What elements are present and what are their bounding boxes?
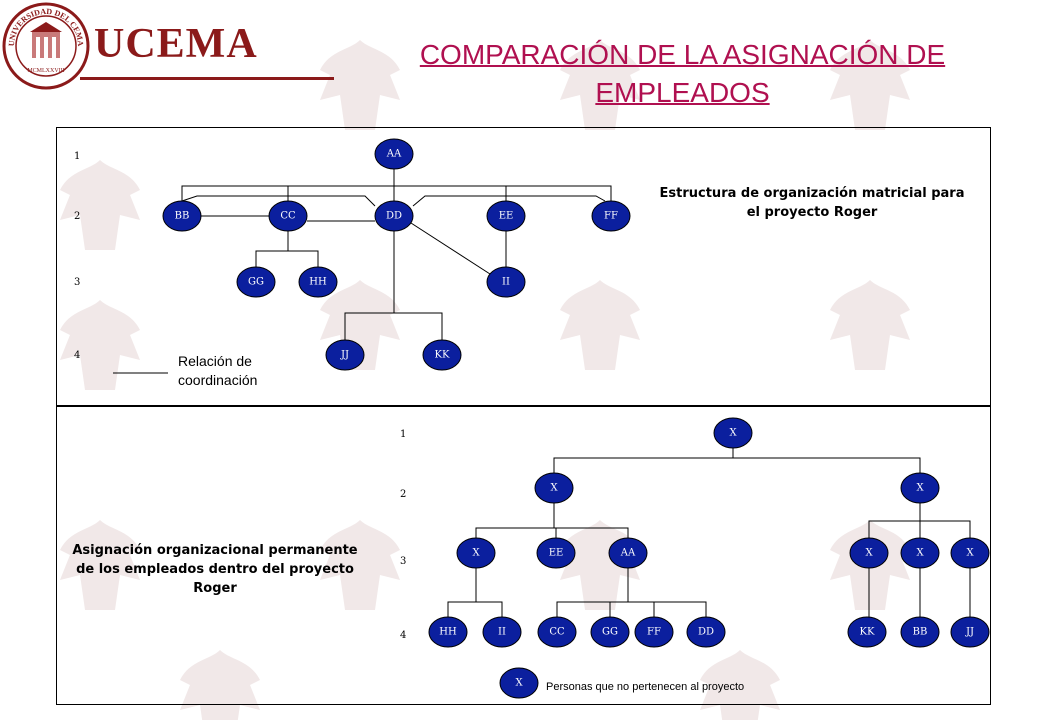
connector-line [476, 528, 628, 538]
bottom-node-2 [901, 473, 939, 503]
top-node-ee [487, 201, 525, 231]
bottom-level-label: 4 [400, 630, 407, 641]
node-label: EE [548, 547, 564, 559]
bottom-node-3 [457, 538, 495, 568]
bottom-node-6 [850, 538, 888, 568]
node-label: X [916, 547, 924, 559]
node-label: HH [439, 626, 457, 638]
node-label: JJ [965, 626, 975, 638]
node-label: X [472, 547, 480, 559]
bottom-node-17 [951, 617, 989, 647]
node-label: KK [434, 349, 450, 361]
connector-line [256, 251, 318, 267]
bottom-node-10 [483, 617, 521, 647]
top-node-dd [375, 201, 413, 231]
node-label: HH [309, 276, 327, 288]
node-label: BB [912, 626, 928, 638]
top-caption-line-1: Estructura de organización matricial para [659, 186, 965, 201]
top-node-hh [299, 267, 337, 297]
node-label: X [966, 547, 974, 559]
top-level-label: 3 [74, 277, 81, 288]
bottom-node-14 [687, 617, 725, 647]
node-label: X [515, 677, 523, 689]
node-label: GG [602, 626, 618, 638]
top-node-gg [237, 267, 275, 297]
legend-outside-label: Personas que no pertenecen al proyecto [546, 681, 745, 693]
bottom-node-12 [591, 617, 629, 647]
connector-line [557, 602, 706, 617]
top-level-label: 4 [74, 350, 81, 361]
node-label: X [550, 482, 558, 494]
node-label: BB [174, 210, 190, 222]
connector-line [554, 458, 920, 473]
node-label: GG [248, 276, 264, 288]
node-label: FF [604, 210, 618, 222]
node-label: II [502, 276, 510, 288]
bottom-node-0 [714, 418, 752, 448]
bottom-level-label: 3 [400, 556, 407, 567]
node-label: X [916, 482, 924, 494]
top-node-ii [487, 267, 525, 297]
bottom-level-label: 2 [400, 489, 407, 500]
top-node-cc [269, 201, 307, 231]
top-level-label: 1 [74, 151, 81, 162]
node-label: II [498, 626, 506, 638]
node-label: DD [385, 210, 403, 222]
top-node-jj [326, 340, 364, 370]
bottom-node-15 [848, 617, 886, 647]
bottom-level-label: 1 [400, 429, 407, 440]
bottom-caption-line-1: Asignación organizacional permanente [72, 543, 358, 558]
top-node-ff [592, 201, 630, 231]
legend-outside-node [500, 668, 538, 698]
legend-coordination-label-1: Relación de [178, 353, 252, 369]
top-node-aa [375, 139, 413, 169]
connector-line [182, 186, 611, 201]
svg-text:UNIVERSIDAD DEL CEMA: UNIVERSIDAD DEL CEMA [6, 6, 86, 47]
bottom-node-9 [429, 617, 467, 647]
bottom-node-7 [901, 538, 939, 568]
node-label: AA [620, 547, 636, 559]
node-label: KK [859, 626, 875, 638]
node-label: FF [647, 626, 661, 638]
node-label: X [729, 427, 737, 439]
connector-line [345, 313, 442, 340]
node-label: AA [386, 148, 402, 160]
svg-text:MCMLXXVIII: MCMLXXVIII [27, 68, 65, 74]
node-label: JJ [340, 349, 350, 361]
coordination-line [411, 223, 490, 274]
title-line-2: EMPLEADOS [595, 77, 770, 108]
bottom-node-11 [538, 617, 576, 647]
top-caption-line-2: el proyecto Roger [746, 205, 878, 220]
connector-line [448, 602, 502, 617]
node-label: CC [549, 626, 565, 638]
top-node-kk [423, 340, 461, 370]
legend-coordination-label-2: coordinación [178, 372, 258, 388]
bottom-node-1 [535, 473, 573, 503]
node-label: DD [697, 626, 715, 638]
bottom-caption-line-2: de los empleados dentro del proyecto [76, 562, 354, 577]
top-level-label: 2 [74, 211, 81, 222]
node-label: EE [498, 210, 514, 222]
bottom-node-4 [537, 538, 575, 568]
bottom-node-16 [901, 617, 939, 647]
node-label: X [865, 547, 873, 559]
bottom-node-13 [635, 617, 673, 647]
node-label: CC [280, 210, 296, 222]
bottom-node-5 [609, 538, 647, 568]
bottom-node-8 [951, 538, 989, 568]
title-line-1: COMPARACIÓN DE LA ASIGNACIÓN DE [419, 39, 946, 70]
bottom-caption-line-3: Roger [193, 581, 237, 596]
top-node-bb [163, 201, 201, 231]
ucema-logo-text: UCEMA [94, 21, 258, 67]
